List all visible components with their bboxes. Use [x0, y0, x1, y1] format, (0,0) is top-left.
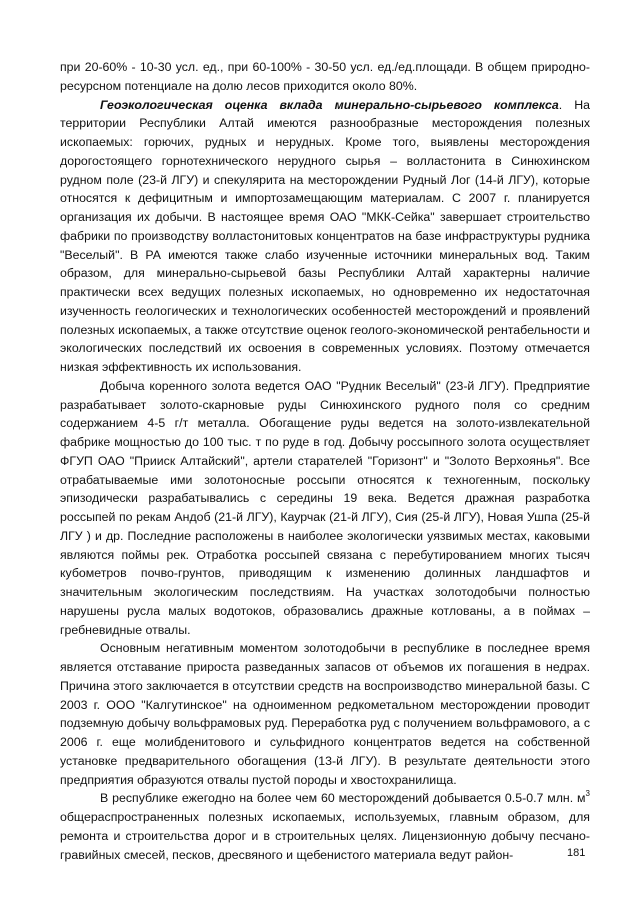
paragraph-lesa-continuation: при 20-60% - 10-30 усл. ед., при 60-100% - 30-50 усл. ед./ед.площади. В общем природно-ресурсном потенциале на долю лесов приходится около 80%. [60, 60, 590, 93]
paragraph-geoecology-assessment [60, 96, 590, 377]
paragraph-text-after: общераспространенных полезных ископаемых, используемых, главным образом, для ремонта и строительства дорог и в строительных целях. Лицензионную добычу песчано-гравийных смесей, песков, дресвяного и щебенистого материала ведут район- [60, 810, 590, 862]
superscript-cubic: 3 [585, 789, 590, 799]
page-number: 181 [567, 847, 586, 859]
paragraph-gold-mining: Добыча коренного золота ведется ОАО "Рудник Веселый" (23-й ЛГУ). Предприятие разрабатывает золото-скарновые руды Синюхинского рудного поля со средним содержанием 4-5 г/т металла. Обогащение руды ведется на золото-извлекательной фабрике мощностью до 100 тыс. т по руде в год. Добычу россыпного золота осуществляет ФГУП ОАО "Прииск Алтайский", артели старателей "Горизонт" и "Золото Верхоянья". Все отрабатываемые ими золотоносные россыпи относятся к техногенным, поскольку эпизодически разрабатывались с середины 19 века. Ведется дражная разработка россыпей по рекам Андоб (21-й ЛГУ), Каурчак (21-й ЛГУ), Сия (25-й ЛГУ), Новая Ушпа (25-й ЛГУ ) и др. Последние расположены в наиболее экологически уязвимых местах, каковыми являются поймы рек. Отработка россыпей связана с перебутированием многих тысяч кубометров почво-грунтов, приводящим к изменению долинных ландшафтов и значительным экологическим последствиям. На участках золотодобычи полностью нарушены русла малых водотоков, образовались дражные котлованы, а в поймах – гребневидные отвалы. [60, 378, 590, 637]
paragraph-text-before: В республике ежегодно на более чем 60 месторождений добывается 0.5-0.7 млн. м [100, 791, 586, 806]
paragraph-negative-moment: Основным негативным моментом золотодобычи в республике в последнее время является отставание прироста разведанных запасов от объемов их погашения в недрах. Причина этого заключается в отсутствии средств на воспроизводство минеральной базы. С 2003 г. ООО "Калгутинское" на одноименном редкометальном месторождении проводит подземную добычу вольфрамовых руд. Переработка руд с получением вольфрамового, а с 2006 г. еще молибденитового и сульфидного концентратов ведется на собственной установке предварительного обогащения (13-й ЛГУ). В результате деятельности этого предприятия образуются отвалы пустой породы и хвостохранилища. [60, 641, 590, 787]
section-heading: Геоэкологическая оценка вклада минерально-сырьевого комплекса [100, 97, 559, 112]
paragraph-body: . На территории Республики Алтай имеются разнообразные месторождения полезных ископаемых: горючих, рудных и нерудных. Кроме того, выявлены месторождения дорогостоящего горнотехнического нерудного сырья – волластонита в Синюхинском рудном поле (23-й ЛГУ) и спекулярита на месторождении Рудный Лог (14-й ЛГУ), которые относятся к дефицитным и импортозамещающим материалам. С 2007 г. планируется организация их добычи. В настоящее время ОАО "МКК-Сейка" завершает строительство фабрики по производству волластонитовых концентратов на базе инфраструктуры рудника "Веселый". В РА имеются также слабо изученные источники минеральных вод. Таким образом, для минерально-сырьевой базы Республики Алтай характерны наличие практически всех ведущих полезных ископаемых, но одновременно их недостаточная изученность геологических и технологических особенностей месторождений и проявлений полезных ископаемых, а также отсутствие оценок геолого-экономической рентабельности и экологических последствий их освоения в современных условиях. Поэтому отмечается низкая эффективность их использования. [60, 97, 590, 374]
document-page [60, 58, 590, 864]
paragraph-common-minerals [60, 789, 590, 864]
